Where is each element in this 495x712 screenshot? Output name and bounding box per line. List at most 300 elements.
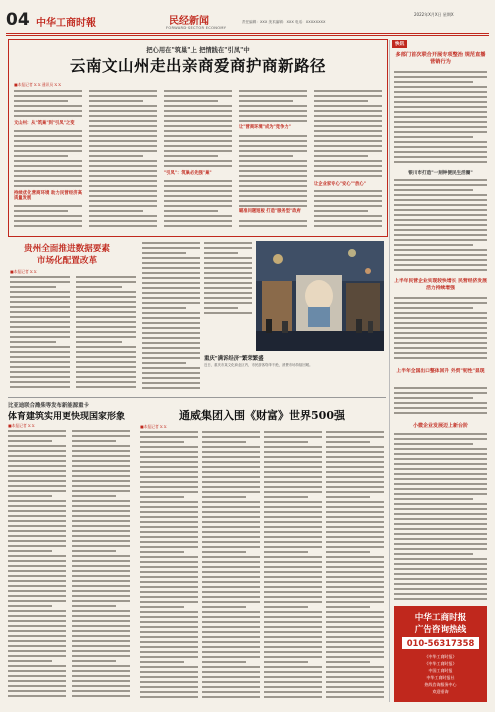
text-line bbox=[239, 220, 307, 222]
text-line bbox=[14, 130, 82, 132]
text-line bbox=[394, 548, 487, 550]
text-line bbox=[140, 456, 198, 458]
text-line bbox=[394, 598, 487, 600]
text-line bbox=[239, 170, 307, 172]
brief-text-3 bbox=[394, 296, 487, 364]
text-line bbox=[89, 95, 157, 97]
text-line bbox=[394, 533, 487, 535]
text-line bbox=[326, 566, 384, 568]
text-line bbox=[264, 621, 322, 623]
text-line bbox=[72, 640, 130, 642]
text-line bbox=[8, 490, 66, 492]
article-tongwei bbox=[138, 401, 386, 701]
text-line bbox=[164, 145, 232, 147]
text-line bbox=[142, 257, 200, 259]
text-line bbox=[14, 215, 82, 217]
text-line bbox=[326, 581, 384, 583]
ad-line-1: 中华工商时报 bbox=[414, 613, 467, 623]
section-english: FORWARD·SECTOR ECONOMY bbox=[166, 26, 227, 30]
text-line bbox=[202, 681, 260, 683]
text-line bbox=[72, 590, 130, 592]
text-line bbox=[72, 515, 130, 517]
text-line bbox=[204, 257, 252, 259]
text-line bbox=[164, 150, 232, 152]
text-line bbox=[202, 691, 260, 693]
text-line bbox=[204, 277, 252, 279]
text-line bbox=[314, 190, 382, 192]
text-line bbox=[142, 382, 200, 384]
text-line bbox=[72, 535, 130, 537]
text-line bbox=[8, 480, 66, 482]
text-line bbox=[142, 317, 200, 319]
text-line bbox=[140, 546, 198, 548]
text-line bbox=[264, 506, 322, 508]
text-line bbox=[239, 140, 307, 142]
text-line bbox=[8, 545, 66, 547]
text-line bbox=[202, 666, 260, 668]
text-line bbox=[8, 665, 66, 667]
text-line bbox=[72, 570, 130, 572]
text-line bbox=[239, 225, 307, 227]
text-line bbox=[394, 116, 487, 118]
text-line bbox=[10, 291, 70, 293]
text-line bbox=[239, 155, 293, 157]
text-line bbox=[10, 306, 70, 308]
text-line bbox=[326, 666, 384, 668]
article2-col-4 bbox=[204, 241, 252, 315]
text-line bbox=[72, 675, 130, 677]
text-line bbox=[140, 626, 198, 628]
text-line bbox=[239, 185, 307, 187]
text-line bbox=[314, 205, 382, 207]
text-line bbox=[14, 225, 82, 227]
text-line bbox=[202, 441, 246, 443]
text-line bbox=[164, 220, 232, 222]
text-line bbox=[204, 307, 238, 309]
text-line bbox=[394, 249, 487, 251]
text-line bbox=[394, 156, 487, 158]
text-line bbox=[140, 661, 184, 663]
text-line bbox=[239, 110, 307, 112]
text-line bbox=[314, 105, 382, 107]
text-line bbox=[202, 616, 260, 618]
text-line bbox=[72, 670, 130, 672]
text-line bbox=[314, 165, 382, 167]
text-line bbox=[204, 292, 252, 294]
text-line bbox=[72, 540, 130, 542]
text-line bbox=[164, 225, 232, 227]
text-line bbox=[140, 671, 198, 673]
text-line bbox=[142, 357, 200, 359]
text-line bbox=[72, 565, 130, 567]
text-line bbox=[314, 150, 382, 152]
text-line bbox=[89, 130, 157, 132]
lead-col-1 bbox=[14, 89, 82, 232]
text-line bbox=[264, 556, 322, 558]
lead-kicker: 把心用在"筑巢"上 把情践在"引凤"中 bbox=[146, 47, 250, 54]
text-line bbox=[394, 342, 487, 344]
text-line bbox=[140, 436, 198, 438]
text-line bbox=[394, 179, 487, 181]
text-line bbox=[76, 341, 122, 343]
text-line bbox=[142, 302, 200, 304]
text-line bbox=[142, 312, 200, 314]
text-line bbox=[264, 581, 322, 583]
text-line bbox=[10, 366, 70, 368]
text-line bbox=[204, 272, 252, 274]
paper-name: 中华工商时報 bbox=[36, 18, 96, 29]
text-line bbox=[142, 272, 200, 274]
photo-illustration bbox=[256, 241, 384, 351]
text-line bbox=[10, 381, 70, 383]
text-line bbox=[164, 160, 232, 162]
text-line bbox=[164, 140, 232, 142]
text-line bbox=[8, 620, 66, 622]
text-line bbox=[140, 441, 184, 443]
text-line bbox=[326, 601, 384, 603]
lead-col-4 bbox=[239, 89, 307, 232]
article4-title: 通威集团入围《财富》世界500强 bbox=[179, 409, 345, 422]
text-line bbox=[142, 252, 186, 254]
text-line bbox=[89, 145, 157, 147]
text-line bbox=[264, 566, 322, 568]
text-line bbox=[8, 515, 66, 517]
text-line bbox=[314, 170, 382, 172]
text-line bbox=[394, 573, 487, 575]
text-line bbox=[76, 321, 136, 323]
text-line bbox=[202, 501, 260, 503]
text-line bbox=[326, 631, 384, 633]
text-line bbox=[140, 466, 198, 468]
text-line bbox=[394, 407, 487, 409]
text-line bbox=[394, 297, 487, 299]
text-line bbox=[8, 575, 66, 577]
text-line bbox=[326, 571, 384, 573]
text-line bbox=[394, 453, 487, 455]
text-line bbox=[264, 646, 322, 648]
text-line bbox=[164, 165, 232, 167]
text-line bbox=[394, 121, 487, 123]
text-line bbox=[204, 302, 252, 304]
text-line bbox=[14, 135, 82, 137]
text-line bbox=[394, 141, 487, 143]
text-line bbox=[264, 531, 322, 533]
text-line bbox=[8, 685, 66, 687]
text-line bbox=[204, 242, 252, 244]
text-line bbox=[76, 336, 136, 338]
article-guizhou bbox=[8, 239, 386, 395]
text-line bbox=[140, 666, 198, 668]
text-line bbox=[202, 661, 246, 663]
text-line bbox=[326, 606, 370, 608]
text-line bbox=[8, 505, 66, 507]
text-line bbox=[89, 175, 157, 177]
text-line bbox=[76, 381, 136, 383]
lead-subhead-5: 瞄准问题短板 打造"服务型"政府 bbox=[239, 209, 301, 214]
text-line bbox=[394, 189, 473, 191]
text-line bbox=[89, 115, 157, 117]
text-line bbox=[10, 386, 70, 388]
text-line bbox=[142, 332, 200, 334]
text-line bbox=[239, 135, 307, 137]
text-line bbox=[326, 471, 384, 473]
text-line bbox=[326, 676, 384, 678]
article4-col-3 bbox=[264, 430, 322, 700]
text-line bbox=[10, 346, 70, 348]
text-line bbox=[164, 90, 232, 92]
text-line bbox=[394, 131, 487, 133]
text-line bbox=[314, 135, 382, 137]
text-line bbox=[10, 301, 70, 303]
text-line bbox=[264, 691, 322, 693]
text-line bbox=[76, 331, 136, 333]
text-line bbox=[394, 563, 487, 565]
text-line bbox=[202, 686, 260, 688]
text-line bbox=[239, 145, 307, 147]
text-line bbox=[72, 655, 130, 657]
text-line bbox=[394, 151, 487, 153]
text-line bbox=[164, 105, 232, 107]
text-line bbox=[394, 219, 487, 221]
text-line bbox=[394, 81, 473, 83]
text-line bbox=[202, 546, 260, 548]
text-line bbox=[140, 496, 184, 498]
text-line bbox=[8, 465, 66, 467]
text-line bbox=[72, 615, 130, 617]
text-line bbox=[394, 578, 487, 580]
text-line bbox=[264, 636, 322, 638]
text-line bbox=[142, 307, 186, 309]
text-line bbox=[14, 140, 82, 142]
text-line bbox=[10, 371, 70, 373]
text-line bbox=[264, 501, 322, 503]
editor-line: 责任编辑：XXX 美术编辑：XXX 电话：XXXXXXXX bbox=[242, 20, 326, 24]
brief-text-4 bbox=[394, 386, 487, 418]
text-line bbox=[264, 541, 322, 543]
text-line bbox=[314, 140, 382, 142]
text-line bbox=[8, 535, 66, 537]
text-line bbox=[76, 291, 136, 293]
text-line bbox=[264, 681, 322, 683]
text-line bbox=[394, 312, 487, 314]
text-line bbox=[10, 351, 70, 353]
text-line bbox=[76, 311, 136, 313]
brief-title-5: 小微企业发展迈上新台阶 bbox=[412, 423, 468, 429]
text-line bbox=[202, 621, 260, 623]
text-line bbox=[8, 550, 52, 552]
text-line bbox=[14, 105, 82, 107]
text-line bbox=[264, 661, 308, 663]
text-line bbox=[314, 100, 368, 102]
text-line bbox=[264, 586, 322, 588]
text-line bbox=[204, 312, 252, 314]
text-line bbox=[314, 160, 382, 162]
text-line bbox=[326, 546, 384, 548]
article2-title: 贵州全面推进数据要素市场化配置改革 bbox=[24, 244, 110, 266]
text-line bbox=[264, 441, 308, 443]
lead-subhead-4: 让"营商环境"成为"竞争力" bbox=[239, 125, 291, 130]
text-line bbox=[394, 478, 487, 480]
text-line bbox=[76, 286, 122, 288]
text-line bbox=[394, 538, 487, 540]
text-line bbox=[89, 160, 157, 162]
text-line bbox=[142, 287, 200, 289]
text-line bbox=[72, 510, 130, 512]
text-line bbox=[72, 485, 130, 487]
ad-info-3: 中国工商时报 bbox=[428, 668, 453, 673]
text-line bbox=[89, 125, 157, 127]
text-line bbox=[202, 601, 260, 603]
text-line bbox=[72, 475, 130, 477]
text-line bbox=[164, 190, 232, 192]
text-line bbox=[10, 286, 56, 288]
text-line bbox=[264, 471, 322, 473]
text-line bbox=[314, 200, 382, 202]
text-line bbox=[394, 184, 487, 186]
text-line bbox=[72, 480, 130, 482]
text-line bbox=[264, 466, 322, 468]
text-line bbox=[8, 690, 66, 692]
text-line bbox=[239, 150, 307, 152]
text-line bbox=[264, 436, 322, 438]
text-line bbox=[394, 588, 487, 590]
text-line bbox=[202, 611, 260, 613]
page-header bbox=[6, 6, 489, 34]
text-line bbox=[394, 443, 473, 445]
text-line bbox=[326, 456, 384, 458]
text-line bbox=[264, 671, 322, 673]
text-line bbox=[202, 446, 260, 448]
text-line bbox=[142, 347, 200, 349]
text-line bbox=[264, 616, 322, 618]
text-line bbox=[314, 220, 382, 222]
text-line bbox=[140, 686, 198, 688]
text-line bbox=[14, 115, 82, 117]
text-line bbox=[326, 621, 384, 623]
text-line bbox=[89, 170, 157, 172]
text-line bbox=[14, 205, 82, 207]
text-line bbox=[89, 225, 157, 227]
text-line bbox=[394, 498, 473, 500]
text-line bbox=[142, 337, 200, 339]
text-line bbox=[10, 331, 70, 333]
text-line bbox=[239, 175, 307, 177]
text-line bbox=[140, 506, 198, 508]
text-line bbox=[394, 337, 487, 339]
text-line bbox=[202, 561, 260, 563]
text-line bbox=[326, 646, 384, 648]
text-line bbox=[10, 376, 70, 378]
text-line bbox=[76, 326, 136, 328]
text-line bbox=[326, 626, 384, 628]
text-line bbox=[140, 526, 198, 528]
text-line bbox=[140, 451, 198, 453]
text-line bbox=[314, 155, 368, 157]
text-line bbox=[140, 531, 198, 533]
text-line bbox=[89, 120, 157, 122]
text-line bbox=[202, 451, 260, 453]
text-line bbox=[239, 105, 307, 107]
page-number: 04 bbox=[6, 10, 30, 30]
text-line bbox=[14, 95, 82, 97]
text-line bbox=[202, 571, 260, 573]
text-line bbox=[10, 361, 70, 363]
text-line bbox=[8, 450, 66, 452]
text-line bbox=[202, 471, 260, 473]
text-line bbox=[10, 281, 70, 283]
text-line bbox=[72, 520, 130, 522]
text-line bbox=[76, 276, 136, 278]
text-line bbox=[326, 441, 370, 443]
text-line bbox=[264, 656, 322, 658]
text-line bbox=[8, 585, 66, 587]
text-line bbox=[314, 130, 382, 132]
article4-col-2 bbox=[202, 430, 260, 700]
text-line bbox=[314, 115, 382, 117]
text-line bbox=[140, 501, 198, 503]
text-line bbox=[264, 651, 322, 653]
text-line bbox=[326, 541, 384, 543]
text-line bbox=[8, 485, 66, 487]
text-line bbox=[394, 352, 487, 354]
text-line bbox=[394, 71, 487, 73]
text-line bbox=[326, 451, 384, 453]
text-line bbox=[140, 481, 198, 483]
text-line bbox=[72, 545, 130, 547]
text-line bbox=[202, 436, 260, 438]
text-line bbox=[202, 556, 260, 558]
photo-caption: 重庆"满诉经济"繁荣繁盛 bbox=[204, 356, 264, 362]
text-line bbox=[202, 491, 260, 493]
lead-subhead-1: 文山州：从"筑巢"到"引凤"之变 bbox=[14, 121, 75, 126]
text-line bbox=[72, 605, 116, 607]
text-line bbox=[140, 511, 198, 513]
text-line bbox=[76, 301, 136, 303]
text-line bbox=[164, 215, 232, 217]
text-line bbox=[394, 209, 487, 211]
text-line bbox=[239, 180, 307, 182]
lead-subhead-6: 让企业家专心"安心""放心" bbox=[314, 182, 366, 187]
text-line bbox=[140, 636, 198, 638]
text-line bbox=[394, 433, 487, 435]
text-line bbox=[394, 412, 487, 414]
text-line bbox=[314, 110, 382, 112]
text-line bbox=[89, 185, 157, 187]
lead-col-3 bbox=[164, 89, 232, 232]
text-line bbox=[8, 500, 66, 502]
text-line bbox=[140, 656, 198, 658]
text-line bbox=[8, 605, 52, 607]
text-line bbox=[10, 316, 70, 318]
text-line bbox=[140, 601, 198, 603]
text-line bbox=[326, 561, 384, 563]
text-line bbox=[140, 651, 198, 653]
article3-byline: ■本报记者 X X bbox=[8, 423, 35, 428]
text-line bbox=[72, 430, 130, 432]
text-line bbox=[314, 145, 382, 147]
text-line bbox=[142, 297, 200, 299]
text-line bbox=[142, 247, 200, 249]
text-line bbox=[394, 543, 487, 545]
text-line bbox=[326, 661, 370, 663]
text-line bbox=[326, 496, 370, 498]
text-line bbox=[264, 591, 322, 593]
text-line bbox=[8, 540, 66, 542]
article4-col-1 bbox=[140, 430, 198, 700]
text-line bbox=[394, 513, 487, 515]
text-line bbox=[202, 511, 260, 513]
lead-title: 云南文山州走出亲商爱商护商新路径 bbox=[69, 56, 326, 75]
